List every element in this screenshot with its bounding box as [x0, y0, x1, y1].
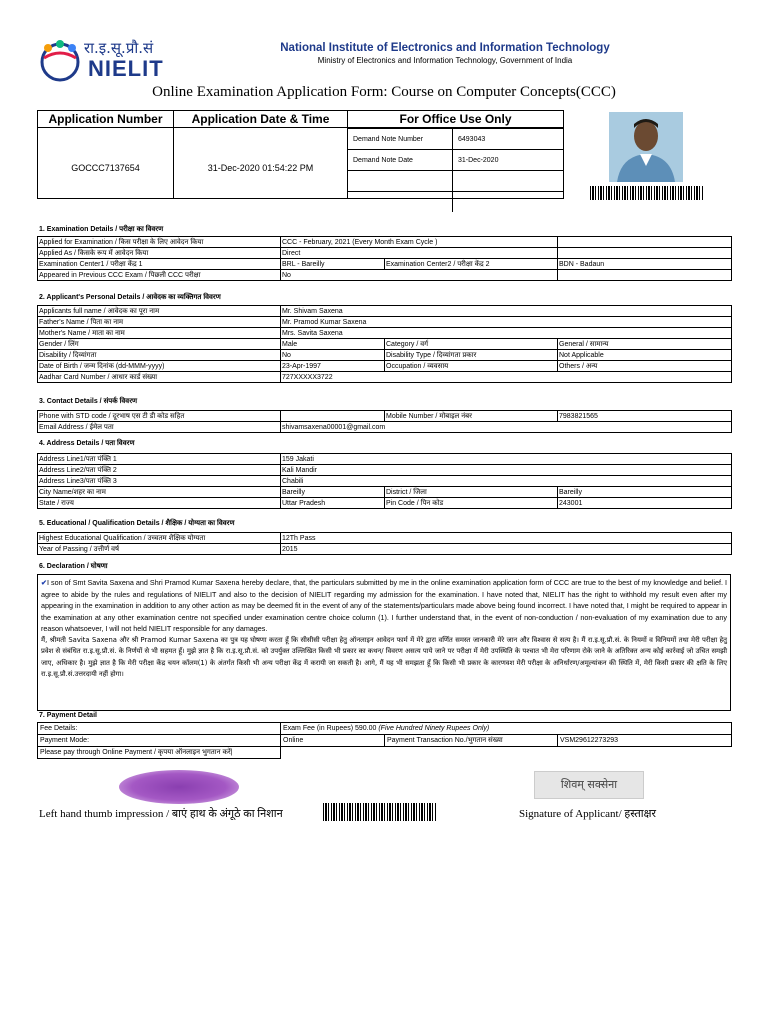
table-row [38, 339, 732, 350]
table-row [38, 259, 732, 270]
payment-note: Please pay through Online Payment / कृपया ऑनलाइन भुगतान करें| [38, 747, 281, 759]
section-exam-details-title: 1. Examination Details / परीक्षा का विवरण [39, 226, 164, 233]
field-value: 243001 [558, 498, 732, 509]
field-label: Mobile Number / मोबाइल नंबर [385, 411, 558, 422]
table-row [38, 361, 732, 372]
field-value [281, 747, 732, 759]
payment-details-table [37, 722, 732, 759]
applicant-photo [609, 112, 683, 182]
field-label: Aadhar Card Number / आधार कार्ड संख्या [38, 372, 281, 383]
table-row [38, 237, 732, 248]
declaration-english-text: I son of Smt Savita Saxena and Shri Pramod Kumar Saxena hereby declare, that, the particulars submitted by me in the online examination application form of CCC are true to the best of my knowledge and belief. I agree to abide by the rules and regulations of NIELIT and also to the decision of NIELIT regarding my admission for the examination. I have noted that, NIELIT has the right to withhold my result even after my appearing in the examination in addition to any other action as may be deemed fit in the event of any of the statements/particulars made above being found incorrect. I have noted that, I might be required to appear in the examination at any other examination centre not specified under examination centre choice column (1). I further understand that, in the event of non-conduction / non-evaluation of my examination due to any reason whatsoever, I will not held NIELIT responsible for any damages. [41, 578, 727, 633]
field-value: No [281, 270, 558, 281]
table-row [38, 328, 732, 339]
table-row [38, 476, 732, 487]
ministry-name: Ministry of Electronics and Information Technology, Government of India [317, 56, 573, 65]
field-value: 727XXXXX3722 [281, 372, 732, 383]
personal-details-table [37, 305, 732, 383]
education-details-table [37, 532, 732, 555]
org-name: National Institute of Electronics and Information Technology [280, 42, 610, 54]
table-row [38, 372, 732, 383]
field-value: Others / अन्य [558, 361, 732, 372]
section-education-details-title: 5. Educational / Qualification Details / शैक्षिक / योग्यता का विवरण [39, 520, 235, 527]
field-value: Bareilly [558, 487, 732, 498]
field-label: Applicants full name / आवेदक का पूरा नाम [38, 306, 281, 317]
declaration-box [37, 574, 731, 711]
table-row [38, 248, 732, 259]
field-value: Mrs. Savita Saxena [281, 328, 732, 339]
fee-in-words: (Five Hundred Ninety Rupees Only) [378, 725, 490, 732]
table-row [38, 454, 732, 465]
office-use-label: For Office Use Only [348, 111, 563, 128]
field-label: Appeared in Previous CCC Exam / पिछली CCC परीक्षा [38, 270, 281, 281]
table-row [38, 544, 732, 555]
application-date-label: Application Date & Time [174, 111, 347, 128]
field-label: State / राज्य [38, 498, 281, 509]
field-value: Bareilly [281, 487, 385, 498]
field-value: BRL - Bareilly [281, 259, 385, 270]
table-row [38, 306, 732, 317]
field-label: Occupation / व्यवसाय [385, 361, 558, 372]
field-value: 12Th Pass [281, 533, 732, 544]
field-label: Mother's Name / माता का नाम [38, 328, 281, 339]
application-number-value: GOCCC7137654 [71, 163, 140, 173]
field-label: Father's Name / पिता का नाम [38, 317, 281, 328]
applicant-signature: शिवम् सक्सेना [534, 771, 644, 799]
thumb-impression-label: Left hand thumb impression / बाएं हाथ के अंगूठे का निशान [39, 808, 283, 820]
application-number-col [38, 111, 174, 198]
field-value: No [281, 350, 385, 361]
field-value: Online [281, 735, 385, 747]
table-row [38, 270, 732, 281]
field-label: Payment Transaction No./भुगतान संख्या [385, 735, 558, 747]
fee-amount: Exam Fee (in Rupees) 590.00 [283, 725, 377, 732]
field-label: Category / वर्ग [385, 339, 558, 350]
field-value [558, 270, 732, 281]
field-label: Applied As / किसके रूप में आवेदन किया [38, 248, 281, 259]
field-label: Address Line2/पता पंक्ति 2 [38, 465, 281, 476]
table-row [38, 317, 732, 328]
declaration-hindi: मैं, श्रीमती Savita Saxena और श्री Pramod Kumar Saxena का पुत्र यह घोषणा करता हूँ कि सीसीसी परीक्षा हेतु ऑनलाइन आवेदन फार्म में मेरे द्वारा वर्णित समस्त जानकारी मेरे जान और विश्वास से सत्य है। मैं रा.इ.सू.प्रौ.सं. के नियमों व विनियमों तथा मेरी परीक्षा हेतु प्रवेश से संबंधित रा.इ.सू.प्रौ.सं. के निर्णयों से भी सहमत हूँ। मुझे ज्ञात है कि रा.इ.सू.प्रौ.सं. को उपर्युक्त उल्लिखित किसी भी प्रकार का कथन/ विवरण असत्य पाये जाने पर परीक्षा में मेरी उपस्थिति के पश्चात भी मेरा परिणाम रोके जाने के अतिरिक्त अन्य कोई कार्रवाई जो उचित समझी जाए, अधिकार है। मुझे ज्ञात है कि मेरी परीक्षा केंद्र चयन कॉलम(1) के अंतर्गत किसी भी अन्य परीक्षा केंद्र में करायी जा सकती है। आगे, मैं यह भी समझता हूँ कि किसी भी प्रकार के कारणवश मेरी परीक्षा के अनिर्धारण/अमूल्यांकन की स्थिति में, मेरी किसी प्रकार की क्षति के लिए रा.इ.सू.प्रौ.सं.उत्तरदायी नहीं होगा। [41, 635, 727, 678]
table-row [38, 465, 732, 476]
office-value [453, 171, 564, 192]
field-label: Year of Passing / उत्तीर्ण वर्ष [38, 544, 281, 555]
nielit-logo [38, 36, 164, 84]
section-contact-details-title: 3. Contact Details / संपर्क विवरण [39, 398, 138, 405]
field-label: Highest Educational Qualification / उच्चतम शैक्षिक योग्यता [38, 533, 281, 544]
field-value: Chabili [281, 476, 732, 487]
application-header-box [37, 110, 564, 199]
field-label: Gender / लिंग [38, 339, 281, 350]
table-row [348, 171, 563, 192]
office-label [348, 192, 453, 213]
field-label: Fee Details: [38, 723, 281, 735]
table-row [348, 192, 563, 213]
field-label: Payment Mode: [38, 735, 281, 747]
field-value: Uttar Pradesh [281, 498, 385, 509]
form-title: Online Examination Application Form: Course on Computer Concepts(CCC) [152, 84, 616, 100]
field-value: Male [281, 339, 385, 350]
office-label: Demand Note Date [348, 150, 453, 171]
photo-barcode-icon [590, 186, 704, 200]
globe-logo-icon [38, 38, 82, 82]
field-label: Pin Code / पिन कोड [385, 498, 558, 509]
field-value: 7983821565 [558, 411, 732, 422]
logo-hindi-text: रा.इ.सू.प्रौ.सं [84, 39, 154, 57]
application-date-col [174, 111, 348, 198]
table-row [38, 723, 732, 735]
table-row [38, 735, 732, 747]
table-row [38, 498, 732, 509]
table-row [38, 350, 732, 361]
office-use-table [348, 128, 563, 212]
section-personal-details-title: 2. Applicant's Personal Details / आवेदक का व्यक्तिगत विवरण [39, 294, 221, 301]
signature-label: Signature of Applicant/ हस्ताक्षर [519, 808, 657, 820]
office-use-col [348, 111, 563, 198]
field-value: CCC - February, 2021 (Every Month Exam Cycle ) [281, 237, 558, 248]
field-value: BDN - Badaun [558, 259, 732, 270]
office-value: 31-Dec-2020 [453, 150, 564, 171]
organization-header [200, 42, 690, 65]
form-barcode-icon [323, 803, 437, 821]
office-label: Demand Note Number [348, 129, 453, 150]
table-row [38, 533, 732, 544]
field-value: 159 Jakati [281, 454, 732, 465]
field-value: Kali Mandir [281, 465, 732, 476]
field-value: shivamsaxena00001@gmail.com [281, 422, 732, 433]
field-label: City Name/शहर का नाम [38, 487, 281, 498]
field-label: District / जिला [385, 487, 558, 498]
field-value: Mr. Pramod Kumar Saxena [281, 317, 732, 328]
field-label: Examination Center1 / परीक्षा केंद्र 1 [38, 259, 281, 270]
table-row [38, 747, 732, 759]
field-value: Direct [281, 248, 558, 259]
field-label: Address Line1/पता पंक्ति 1 [38, 454, 281, 465]
field-label: Date of Birth / जन्म दिनांक (dd-MMM-yyyy) [38, 361, 281, 372]
field-label: Disability / दिव्यांगता [38, 350, 281, 361]
field-value [558, 248, 732, 259]
section-declaration-title: 6. Declaration / घोषणा [39, 563, 108, 570]
field-value: 2015 [281, 544, 732, 555]
declaration-english [41, 577, 727, 635]
office-value [453, 192, 564, 213]
table-row [348, 129, 563, 150]
field-value [558, 237, 732, 248]
field-label: Phone with STD code / दूरभाष एस टी डी कोड सहित [38, 411, 281, 422]
table-row [38, 487, 732, 498]
field-value: Mr. Shivam Saxena [281, 306, 732, 317]
field-label: Applied for Examination / किस परीक्षा के लिए आवेदन किया [38, 237, 281, 248]
field-value: Not Applicable [558, 350, 732, 361]
address-details-table [37, 453, 732, 509]
field-value: General / सामान्य [558, 339, 732, 350]
office-value: 6493043 [453, 129, 564, 150]
field-value: VSM29612273293 [558, 735, 732, 747]
application-date-value: 31-Dec-2020 01:54:22 PM [207, 163, 314, 173]
person-photo-icon [609, 112, 683, 182]
table-row [38, 422, 732, 433]
field-label: Examination Center2 / परीक्षा केंद्र 2 [385, 259, 558, 270]
fee-value [281, 723, 732, 735]
field-label: Email Address / ईमेल पता [38, 422, 281, 433]
checkmark-icon: ✔ [41, 578, 48, 587]
field-value [281, 411, 385, 422]
exam-details-table [37, 236, 732, 281]
field-label: Disability Type / दिव्यांगता प्रकार [385, 350, 558, 361]
thumb-impression [119, 770, 239, 804]
table-row [38, 411, 732, 422]
application-number-label: Application Number [38, 111, 173, 128]
logo-brand-text: NIELIT [88, 56, 164, 81]
field-value: 23-Apr-1997 [281, 361, 385, 372]
field-label: Address Line3/पता पंक्ति 3 [38, 476, 281, 487]
contact-details-table [37, 410, 732, 433]
office-label [348, 171, 453, 192]
table-row [348, 150, 563, 171]
section-payment-title: 7. Payment Detail [39, 712, 97, 719]
section-address-details-title: 4. Address Details / पता विवरण [39, 440, 135, 447]
